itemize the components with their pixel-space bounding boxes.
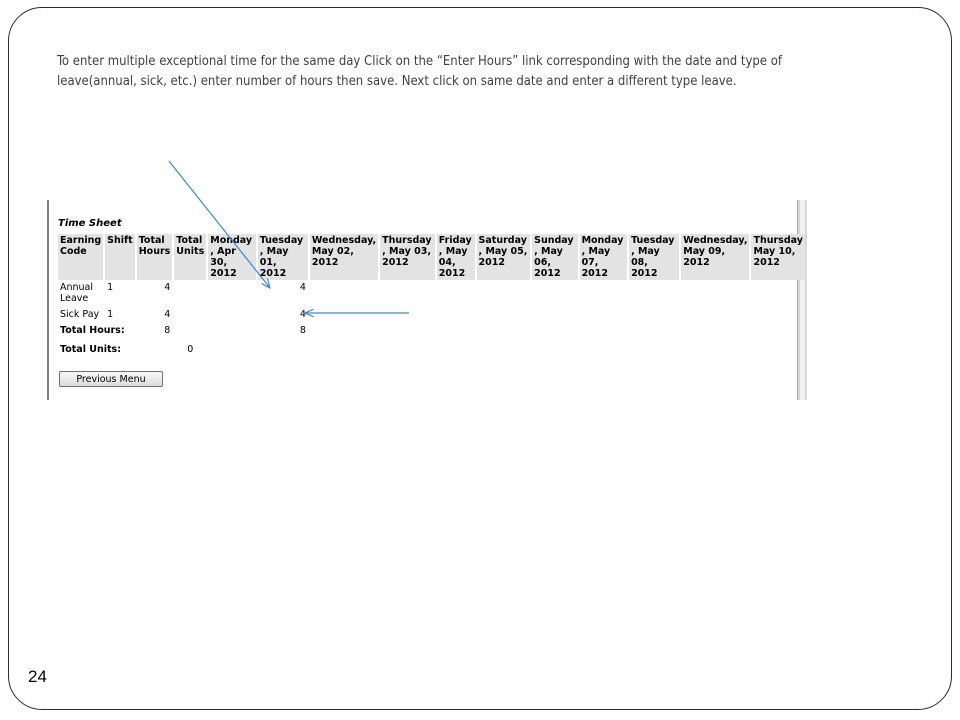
col-shift: Shift [105,234,135,280]
col-total-hours: Total Hours [137,234,173,280]
col-date: Friday , May 04, 2012 [437,234,475,280]
col-date: Tuesday , May 08, 2012 [629,234,679,280]
timesheet-title: Time Sheet [58,218,122,229]
total-hours-cell: 4 [164,309,171,320]
total-hours-label: Total Hours: [60,325,125,336]
col-date: Monday , Apr 30, 2012 [208,234,256,280]
col-earning-code: Earning Code [58,234,103,280]
total-hours-value: 8 [164,325,171,336]
shift-cell: 1 [107,282,114,293]
col-date: Thursday May 10, 2012 [751,234,805,280]
col-date: Tuesday , May 01, 2012 [258,234,308,280]
col-date: Monday , May 07, 2012 [580,234,628,280]
previous-menu-button[interactable]: Previous Menu [59,371,163,387]
total-units-label: Total Units: [60,344,121,355]
col-date: Wednesday, May 09, 2012 [681,234,749,280]
earning-code-annual-leave: Annual Leave [60,282,94,304]
col-date: Thursday , May 03, 2012 [380,234,435,280]
pointer-arrow-diagonal [169,161,270,288]
col-total-units: Total Units [174,234,206,280]
earning-code-sick-pay: Sick Pay [60,309,100,320]
instructions-text: To enter multiple exceptional time for the same day Click on the “Enter Hours” link corresponding with the date and type of leave(annual, sick, etc.) enter number of hours then save. Next click on same date and enter a different type leave. [57,54,782,89]
total-units-value: 0 [187,344,194,355]
col-date: Saturday , May 05, 2012 [477,234,531,280]
page-number: 24 [28,667,47,686]
total-hours-cell: 4 [164,282,171,293]
col-date: Sunday , May 06, 2012 [532,234,577,280]
total-hours-may01: 8 [299,325,306,336]
col-date: Wednesday, May 02, 2012 [310,234,378,280]
enter-hours-link[interactable]: 4 [299,282,306,293]
shift-cell: 1 [107,309,114,320]
enter-hours-link[interactable]: 4 [299,309,306,320]
